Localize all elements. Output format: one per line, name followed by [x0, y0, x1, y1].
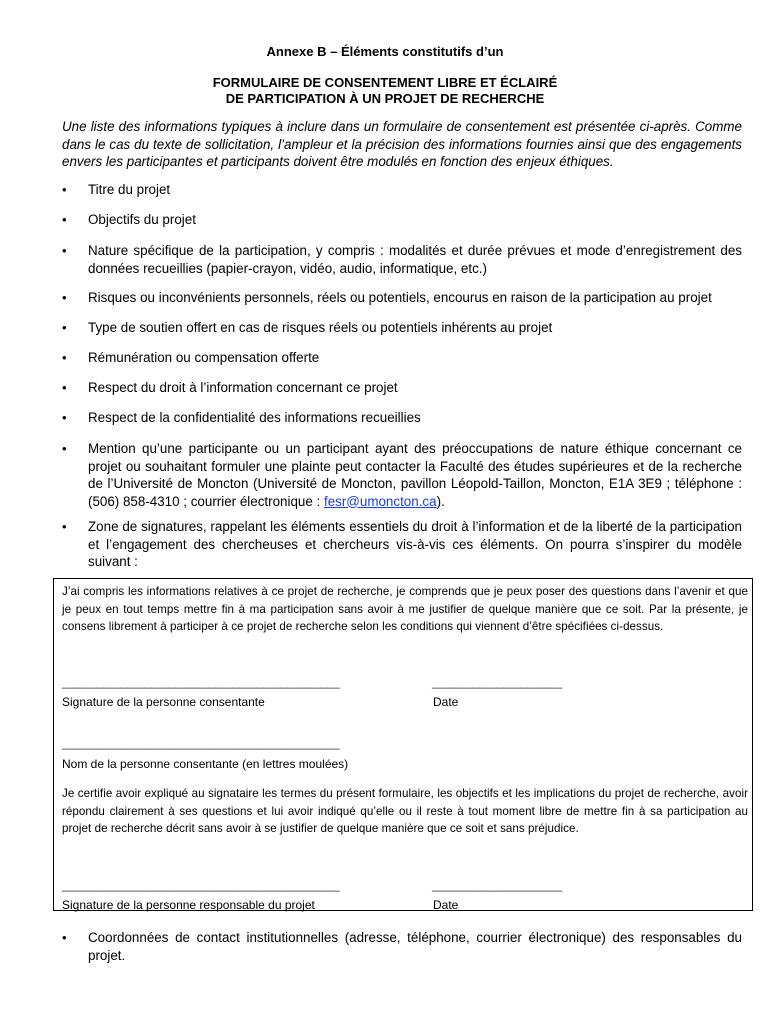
- date-line: ______________________: [432, 677, 562, 689]
- list-item-text: Objectifs du projet: [88, 212, 196, 227]
- bullet-icon: •: [62, 243, 67, 258]
- list-item: [62, 319, 742, 337]
- date-label: Date: [433, 695, 459, 709]
- list-item: [62, 242, 742, 277]
- signature-line: _______________________________________________: [62, 880, 340, 892]
- contact-list-item: [62, 440, 742, 510]
- date-line: ______________________: [432, 880, 562, 892]
- name-line: _______________________________________________: [62, 738, 340, 750]
- list-item-text: Rémunération ou compensation offerte: [88, 350, 320, 365]
- list-item: [62, 409, 742, 427]
- contact-item-text: [88, 440, 742, 510]
- list-item-text: Nature spécifique de la participation, y compris : modalités et durée prévues et mode d’enregistrement des données recueillies (papier-crayon, vidéo, audio, informatique, etc.): [88, 243, 742, 276]
- list-item: [62, 379, 742, 397]
- contact-text-end: ).: [436, 493, 445, 509]
- name-consenting-label: Nom de la personne consentante (en lettres moulées): [62, 757, 349, 771]
- bullet-icon: •: [62, 182, 67, 197]
- list-item-text: Respect du droit à l’information concernant ce projet: [88, 380, 398, 395]
- list-item: [62, 518, 742, 571]
- bullet-icon: •: [62, 930, 67, 945]
- list-item-text: Respect de la confidentialité des informations recueillies: [88, 410, 421, 425]
- intro-paragraph: Une liste des informations typiques à inclure dans un formulaire de consentement est présentée ci-après. Comme dans le cas du texte de sollicitation, l’ampleur et la précision des informations fournies ainsi que des engagements envers les participantes et participants doivent être modulés en fonction des enjeux éthiques.: [62, 119, 742, 169]
- annex-title: Annexe B – Éléments constitutifs d’un: [266, 44, 504, 59]
- signature-responsible-label: Signature de la personne responsable du projet: [62, 898, 315, 912]
- list-item-text: Titre du projet: [88, 182, 171, 197]
- main-title-line-1: FORMULAIRE DE CONSENTEMENT LIBRE ET ÉCLAIRÉ: [212, 75, 558, 90]
- bullet-icon: •: [62, 410, 67, 425]
- certify-paragraph: Je certifie avoir expliqué au signataire les termes du présent formulaire, les objectifs et les implications du projet de recherche, avoir répondu clairement à ses questions et lui avoir indiqué qu’elle ou il reste à tout moment libre de mettre fin à sa participation au projet de recherche décrit sans avoir à se justifier de quelque manière que ce soit et sans préjudice.: [62, 787, 748, 835]
- bullet-icon: •: [62, 380, 67, 395]
- consent-form-box: [53, 578, 753, 911]
- list-item: [62, 929, 742, 964]
- list-item-text: Risques ou inconvénients personnels, réels ou potentiels, encourus en raison de la participation au projet: [88, 290, 712, 305]
- main-title-line-2: DE PARTICIPATION À UN PROJET DE RECHERCHE: [225, 91, 545, 106]
- email-link[interactable]: fesr@umoncton.ca: [323, 493, 437, 509]
- list-item: [62, 349, 742, 367]
- signature-consenting-label: Signature de la personne consentante: [62, 695, 265, 709]
- list-item: [62, 181, 742, 199]
- bullet-icon: •: [62, 320, 67, 335]
- bullet-icon: •: [62, 290, 67, 305]
- list-item-text: Zone de signatures, rappelant les éléments essentiels du droit à l’information et de la liberté de la participation et l’engagement des chercheuses et chercheurs vis-à-vis ces éléments. On pourra s’inspirer du modèle suivant :: [88, 519, 742, 569]
- contact-text: Mention qu’une participante ou un participant ayant des préoccupations de nature éthique concernant ce projet ou souhaitant formuler une plainte peut contacter la Faculté des études supérieures et de la recherche de l’Université de Moncton (Université de Moncton, pavillon Léopold-Taillon, Moncton, E1A 3E9 ; téléphone : (506) 858-4310 ; courrier électronique :: [88, 441, 742, 509]
- bullet-icon: •: [62, 519, 67, 534]
- list-item-text: Type de soutien offert en cas de risques réels ou potentiels inhérents au projet: [88, 320, 553, 335]
- consent-paragraph: J’ai compris les informations relatives à ce projet de recherche, je comprends que je peux poser des questions dans l’avenir et que je peux en tout temps mettre fin à ma participation sans avoir à me justifier de quelque manière que ce soit. Par la présente, je consens librement à participer à ce projet de recherche selon les conditions qui viennent d’être spécifiées ci-dessus.: [62, 585, 748, 633]
- bullet-icon: •: [62, 350, 67, 365]
- list-item: [62, 289, 742, 307]
- list-item: [62, 211, 742, 229]
- bullet-icon: •: [62, 441, 67, 456]
- form-main-title: [0, 75, 770, 107]
- bullet-icon: •: [62, 212, 67, 227]
- list-item-text: Coordonnées de contact institutionnelles (adresse, téléphone, courrier électronique) des responsables du projet.: [88, 930, 742, 963]
- date-label: Date: [433, 898, 459, 912]
- signature-line: _______________________________________________: [62, 677, 340, 689]
